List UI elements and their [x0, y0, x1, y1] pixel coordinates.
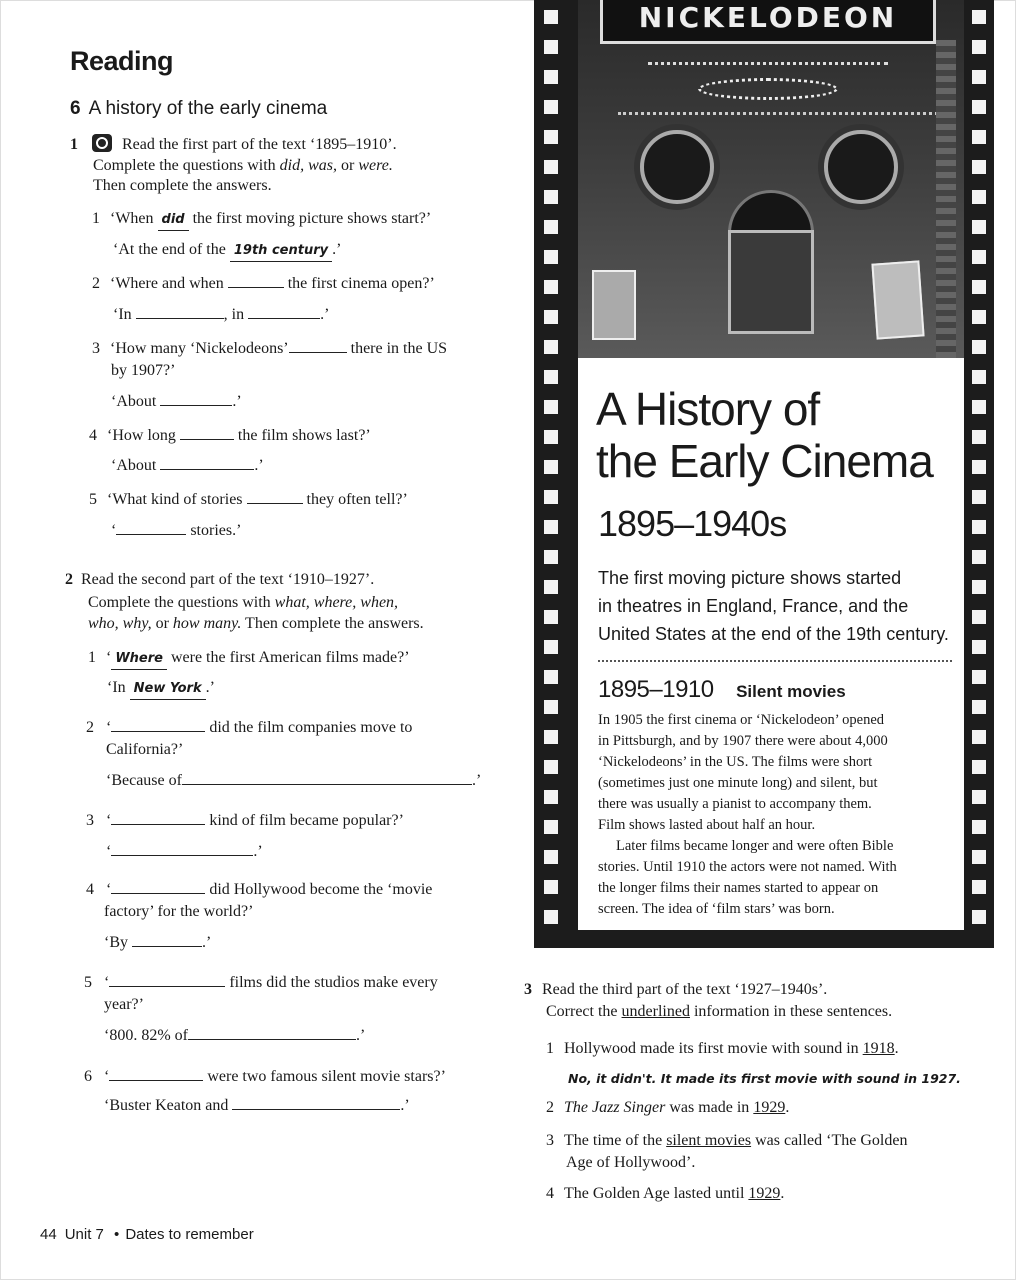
sprocket-hole [972, 910, 986, 924]
para-line: (sometimes just one minute long) and silent, but [598, 775, 878, 791]
ex1-line2-d: were. [358, 157, 393, 174]
para-line: ‘Nickelodeons’ in the US. The films were short [598, 754, 873, 770]
sprocket-hole [544, 730, 558, 744]
ex2-q2 [86, 718, 412, 738]
question-text: ‘How long [107, 427, 176, 444]
sprocket-hole [544, 130, 558, 144]
ex2-line2-b: what, where, when, [274, 594, 399, 611]
sprocket-hole [544, 280, 558, 294]
answer-field[interactable] [180, 426, 234, 440]
ex3-line2-a: Correct the [546, 1003, 622, 1020]
sprocket-hole [544, 160, 558, 174]
sprocket-hole [544, 340, 558, 354]
answer-field[interactable]: New York [130, 679, 206, 700]
ex2-line2-a: Complete the questions with [88, 594, 275, 611]
item-number: 1 [92, 210, 100, 227]
marquee-lights [648, 62, 888, 70]
ex2-a4 [104, 933, 211, 953]
column-right [936, 40, 956, 358]
sprocket-hole [972, 760, 986, 774]
facade-band [618, 112, 938, 120]
page-number: 44 [40, 1226, 57, 1243]
sentence-text: . [785, 1099, 790, 1116]
para-line: Later films became longer and were often Bible [616, 838, 894, 854]
item-number: 3 [92, 340, 100, 357]
exercise-6-title [70, 98, 327, 120]
ex1-instruction-line2 [93, 156, 393, 176]
sprocket-hole [544, 490, 558, 504]
sprocket-hole [972, 550, 986, 564]
marquee-oval [698, 78, 838, 100]
sprocket-hole [544, 670, 558, 684]
section-years: 1895–1910 [598, 676, 714, 703]
question-text: did Hollywood become the ‘movie [209, 881, 433, 898]
ex1-line2-a: Complete the questions with [93, 157, 280, 174]
ex2-line3-b: or [151, 615, 173, 632]
item-number: 3 [86, 812, 94, 829]
sprocket-hole [544, 910, 558, 924]
ex1-q3 [92, 339, 447, 359]
item-number: 3 [546, 1132, 554, 1149]
sprocket-hole [544, 70, 558, 84]
sprocket-hole [972, 160, 986, 174]
question-text: the first cinema open?’ [287, 275, 435, 292]
film-title: The Jazz Singer [564, 1099, 666, 1116]
item-number: 2 [546, 1099, 554, 1116]
unit-topic: Dates to remember [125, 1226, 254, 1243]
sprocket-hole [972, 520, 986, 534]
question-text: ‘ [106, 812, 112, 829]
sprocket-hole [544, 520, 558, 534]
sprocket-hole [544, 640, 558, 654]
answer-text: ‘ [106, 843, 112, 860]
ex2-q4 [86, 880, 432, 900]
sprocket-hole [972, 640, 986, 654]
question-text: were the first American films made?’ [170, 649, 410, 666]
item-number: 4 [86, 881, 94, 898]
answer-text: ‘In [107, 679, 126, 696]
sprocket-hole [972, 280, 986, 294]
para-line: the longer films their names started to appear on [598, 880, 879, 896]
question-text: ‘ [104, 1068, 110, 1085]
ex1-a3 [111, 392, 242, 412]
sprocket-hole [544, 100, 558, 114]
ex2-a6 [104, 1096, 410, 1116]
ex2-q4-cont: factory’ for the world?’ [104, 903, 254, 920]
sprocket-hole [544, 250, 558, 264]
answer-field[interactable] [111, 842, 253, 856]
article-panel [578, 358, 964, 930]
item-number: 1 [546, 1040, 554, 1057]
sprocket-hole [972, 700, 986, 714]
answer-field[interactable] [228, 274, 284, 288]
article-title-line2: the Early Cinema [596, 435, 933, 487]
sentence-text: The time of the [564, 1132, 667, 1149]
question-text: ‘What kind of stories [107, 491, 243, 508]
ex2-q1 [88, 648, 410, 670]
sprocket-hole [972, 310, 986, 324]
sprocket-hole [544, 790, 558, 804]
exercise-6-label: A history of the early cinema [88, 98, 328, 119]
ex1-line2-b: did, was, [279, 157, 337, 174]
item-number: 5 [89, 491, 97, 508]
sprocket-hole [972, 130, 986, 144]
exercise-6-number: 6 [70, 98, 81, 119]
item-number: 2 [92, 275, 100, 292]
answer-text: .’ [400, 1097, 410, 1114]
answer-field[interactable] [182, 771, 472, 785]
medallion-right-icon [824, 130, 898, 204]
answer-field[interactable] [232, 1096, 400, 1110]
ex3-example-answer[interactable]: No, it didn't. It made its first movie with sound in 1927. [568, 1071, 961, 1086]
ex2-line3-d: Then complete the answers. [241, 615, 424, 632]
poster-left [592, 270, 636, 340]
answer-text: .’ [320, 306, 330, 323]
sentence-text: Hollywood made its first movie with sound in [564, 1040, 863, 1057]
ex2-line3-c: how many. [172, 615, 242, 632]
footer-bullet: • [114, 1226, 120, 1243]
question-text: ‘How many ‘Nickelodeons’ [110, 340, 289, 357]
sprocket-hole [972, 220, 986, 234]
ex2-a3 [106, 842, 263, 862]
ex3-line2-b: underlined [621, 1003, 690, 1020]
ex2-q5 [84, 973, 438, 993]
sprocket-hole [544, 10, 558, 24]
ex3-instruction-line2 [546, 1002, 892, 1022]
ex2-line3-a: who, why, [88, 615, 152, 632]
ex2-q5-cont: year?’ [104, 996, 144, 1013]
sentence-text: . [780, 1185, 785, 1202]
ex1-q1 [92, 209, 431, 231]
article-intro [598, 564, 949, 648]
ex3-item4 [546, 1184, 784, 1204]
ex2-q6 [84, 1067, 446, 1087]
section-title-text: Silent movies [736, 682, 846, 701]
sprocket-hole [544, 370, 558, 384]
sprocket-hole [972, 670, 986, 684]
para-line: In 1905 the first cinema or ‘Nickelodeon’ opened [598, 712, 885, 728]
sprocket-hole [544, 430, 558, 444]
question-text: did the film companies move to [209, 719, 413, 736]
sprocket-hole [972, 100, 986, 114]
question-text: ‘ [106, 719, 112, 736]
sprocket-hole [972, 250, 986, 264]
item-number: 4 [89, 427, 97, 444]
sprocket-hole [972, 490, 986, 504]
sprocket-hole [544, 550, 558, 564]
ex2-line1-text: Read the second part of the text ‘1910–1927’. [81, 571, 375, 588]
answer-field[interactable] [247, 490, 303, 504]
sprocket-hole [972, 820, 986, 834]
sprocket-hole [972, 430, 986, 444]
sprocket-hole [972, 190, 986, 204]
answer-field[interactable] [188, 1026, 356, 1040]
sentence-text: was made in [665, 1099, 754, 1116]
section-heading [598, 676, 846, 704]
answer-field[interactable] [132, 933, 202, 947]
sprocket-hole [972, 40, 986, 54]
answer-field[interactable]: 19th century [230, 241, 332, 262]
ex1-a4 [111, 456, 264, 476]
answer-text: ‘800. 82% of [104, 1027, 188, 1044]
ex1-q2 [92, 274, 435, 294]
sprocket-hole [972, 460, 986, 474]
sprocket-hole [972, 850, 986, 864]
ex1-a2 [113, 305, 329, 325]
film-holes-right [968, 0, 990, 948]
medallion-left-icon [640, 130, 714, 204]
article-title-line1: A History of [596, 383, 820, 435]
item-number: 2 [86, 719, 94, 736]
sprocket-hole [544, 460, 558, 474]
sign-text: NICKELODEON [638, 1, 898, 34]
para-line: stories. Until 1910 the actors were not named. With [598, 859, 897, 875]
ex1-line1-text: Read the first part of the text ‘1895–1910’. [122, 136, 397, 153]
answer-text: ‘At the end of the [113, 241, 226, 258]
sprocket-hole [544, 220, 558, 234]
answer-field[interactable] [111, 718, 205, 732]
para-line: in Pittsburgh, and by 1907 there were about 4,000 [598, 733, 888, 749]
sprocket-hole [972, 370, 986, 384]
item-number: 1 [88, 649, 96, 666]
ex3-item3-cont: Age of Hollywood’. [566, 1154, 696, 1171]
answer-text: .’ [471, 772, 482, 789]
ex1-instruction-line3: Then complete the answers. [93, 177, 272, 194]
answer-field[interactable] [136, 305, 224, 319]
question-text: ‘When [110, 210, 154, 227]
underlined-info: 1918 [862, 1040, 895, 1057]
question-text: ‘ [104, 974, 110, 991]
ex3-line1-text: Read the third part of the text ‘1927–1940s’. [542, 981, 828, 998]
ex3-number: 3 [524, 981, 532, 998]
intro-line: The first moving picture shows started [598, 568, 902, 588]
ex1-line2-c: or [337, 157, 359, 174]
answer-field[interactable] [111, 880, 205, 894]
question-text: the first moving picture shows start?’ [192, 210, 432, 227]
item-number: 5 [84, 974, 92, 991]
sprocket-hole [544, 610, 558, 624]
answer-text: , in [223, 306, 245, 323]
answer-field[interactable]: did [158, 210, 189, 231]
sprocket-hole [544, 190, 558, 204]
sprocket-hole [972, 580, 986, 594]
ex2-a2 [106, 771, 481, 791]
answer-field[interactable] [160, 456, 254, 470]
sprocket-hole [972, 70, 986, 84]
answer-text: ‘In [113, 306, 132, 323]
intro-line: United States at the end of the 19th century. [598, 624, 949, 644]
answer-text: .’ [253, 843, 263, 860]
sprocket-hole [972, 10, 986, 24]
para-line: screen. The idea of ‘film stars’ was born. [598, 901, 835, 917]
sentence-text: The Golden Age lasted until [564, 1185, 749, 1202]
sentence-text: . [894, 1040, 899, 1057]
sprocket-hole [972, 400, 986, 414]
question-text: they often tell?’ [306, 491, 408, 508]
sprocket-hole [972, 790, 986, 804]
ex3-item2 [546, 1098, 789, 1118]
intro-line: in theatres in England, France, and the [598, 596, 909, 616]
ex3-line2-c: information in these sentences. [689, 1003, 893, 1020]
ex1-q3-cont: by 1907?’ [111, 362, 176, 379]
answer-text: .’ [205, 679, 215, 696]
question-text: ‘Where and when [110, 275, 224, 292]
sprocket-hole [544, 310, 558, 324]
question-text: the film shows last?’ [237, 427, 371, 444]
answer-field[interactable] [116, 521, 186, 535]
underlined-info: 1929 [748, 1185, 781, 1202]
sprocket-hole [972, 340, 986, 354]
answer-text: .’ [232, 393, 242, 410]
answer-text: .’ [332, 241, 342, 258]
sprocket-hole [544, 580, 558, 594]
answer-field[interactable] [109, 973, 225, 987]
sprocket-hole [544, 700, 558, 714]
nickelodeon-photo [578, 0, 964, 358]
ex2-q3 [86, 811, 404, 831]
article-years: 1895–1940s [598, 503, 787, 544]
sprocket-hole [972, 730, 986, 744]
ex1-a5 [111, 521, 241, 541]
ex2-instruction-line2 [88, 593, 398, 613]
section-title: Reading [70, 46, 174, 76]
ex1-q4 [89, 426, 371, 446]
item-number: 6 [84, 1068, 92, 1085]
film-holes-left [540, 0, 562, 948]
ex3-item1 [546, 1039, 899, 1059]
ex2-instruction-line1 [65, 570, 374, 590]
underlined-info: silent movies [666, 1132, 752, 1149]
ex3-item3 [546, 1131, 907, 1151]
sprocket-hole [544, 760, 558, 774]
ex1-q5 [89, 490, 408, 510]
question-text: ‘ [106, 649, 112, 666]
ex2-q2-cont: California?’ [106, 741, 184, 758]
answer-text: .’ [254, 457, 264, 474]
question-text: films did the studios make every [229, 974, 438, 991]
ex1-number: 1 [70, 136, 78, 153]
question-text: were two famous silent movie stars?’ [207, 1068, 446, 1085]
answer-text: ‘ [111, 522, 117, 539]
question-text: kind of film became popular?’ [209, 812, 404, 829]
dotted-divider [598, 660, 952, 662]
answer-field[interactable]: Where [111, 649, 167, 670]
ticket-booth [728, 230, 814, 334]
para-line: Film shows lasted about half an hour. [598, 817, 816, 833]
ex2-number: 2 [65, 571, 73, 588]
ex2-instruction-line3 [88, 614, 424, 634]
poster-right [871, 260, 924, 339]
article-para1 [598, 710, 888, 836]
answer-text: .’ [355, 1027, 366, 1044]
answer-text: ‘About [111, 393, 157, 410]
unit-label: Unit 7 [64, 1226, 104, 1243]
ex1-instruction-line1 [70, 134, 397, 155]
ex1-a1 [113, 240, 341, 262]
sprocket-hole [972, 610, 986, 624]
audio-icon[interactable] [92, 134, 112, 152]
para-line: there was usually a pianist to accompany them. [598, 796, 872, 812]
ex3-instruction-line1 [524, 980, 827, 1000]
ex2-a1 [107, 678, 215, 700]
article-para2 [598, 836, 897, 920]
answer-field[interactable] [109, 1067, 203, 1081]
sprocket-hole [544, 850, 558, 864]
sprocket-hole [544, 40, 558, 54]
answer-field[interactable] [111, 811, 205, 825]
answer-field[interactable] [160, 392, 232, 406]
ex2-a5 [104, 1026, 365, 1046]
sprocket-hole [544, 820, 558, 834]
answer-text: ‘By [104, 934, 128, 951]
nickelodeon-sign [600, 0, 936, 44]
sprocket-hole [972, 880, 986, 894]
answer-text: stories.’ [190, 522, 242, 539]
question-text: there in the US [350, 340, 448, 357]
item-number: 4 [546, 1185, 554, 1202]
sentence-text: was called ‘The Golden [751, 1132, 908, 1149]
underlined-info: 1929 [753, 1099, 786, 1116]
answer-text: ‘Buster Keaton and [104, 1097, 229, 1114]
answer-text: ‘About [111, 457, 157, 474]
answer-field[interactable] [248, 305, 320, 319]
question-text: ‘ [106, 881, 112, 898]
sprocket-hole [544, 400, 558, 414]
answer-text: ‘Because of [106, 772, 182, 789]
answer-field[interactable] [289, 339, 347, 353]
answer-text: .’ [202, 934, 212, 951]
sprocket-hole [544, 880, 558, 894]
page-footer [40, 1226, 254, 1243]
